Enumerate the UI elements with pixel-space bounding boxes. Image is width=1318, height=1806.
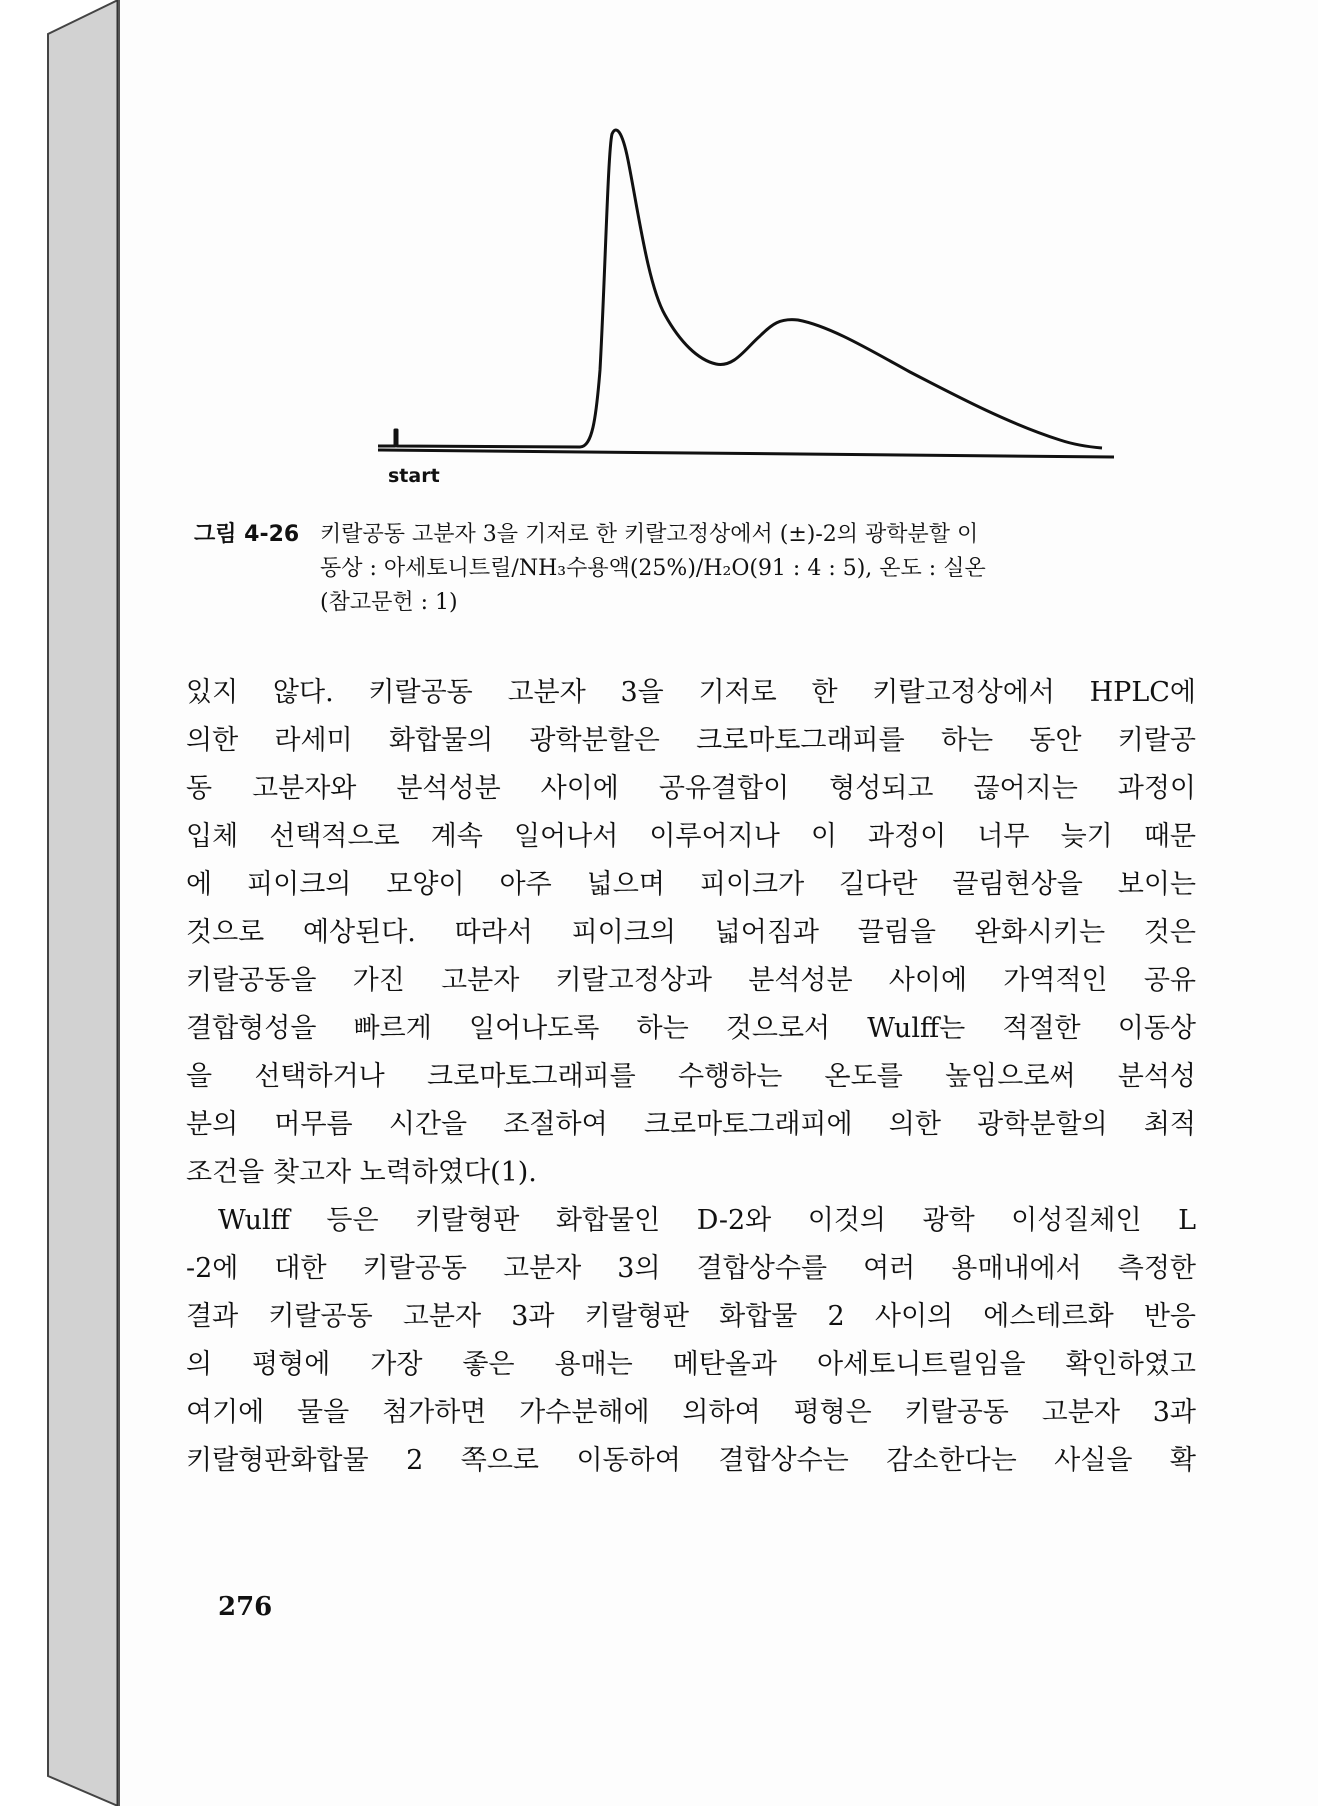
chromatogram-trace xyxy=(378,130,1102,448)
text-line: 결과 키랄공동 고분자 3과 키랄형판 화합물 2 사이의 에스테르화 반응 xyxy=(186,1301,1196,1332)
text-line: 의 평형에 가장 좋은 용매는 메탄올과 아세토니트릴임을 확인하였고 xyxy=(186,1349,1196,1380)
text-line: 동 고분자와 분석성분 사이에 공유결합이 형성되고 끊어지는 과정이 xyxy=(186,773,1196,804)
text-line: 의한 라세미 화합물의 광학분할은 크로마토그래피를 하는 동안 키랄공 xyxy=(186,725,1196,756)
axis-start-label: start xyxy=(388,465,440,487)
chromatogram-baseline xyxy=(378,450,1114,457)
text-line: 여기에 물을 첨가하면 가수분해에 의하여 평형은 키랄공동 고분자 3과 xyxy=(186,1397,1196,1428)
figure-caption-label: 그림 4-26 xyxy=(194,522,300,547)
text-line: 것으로 예상된다. 따라서 피이크의 넓어짐과 끌림을 완화시키는 것은 xyxy=(186,917,1196,948)
chromatogram-figure xyxy=(260,120,1120,500)
text-line: 키랄형판화합물 2 쪽으로 이동하여 결합상수는 감소한다는 사실을 확 xyxy=(186,1445,1196,1476)
text-line: 키랄공동을 가진 고분자 키랄고정상과 분석성분 사이에 가역적인 공유 xyxy=(186,965,1196,996)
figure-caption-line: 동상 : 아세토니트릴/NH₃수용액(25%)/H₂O(91 : 4 : 5), 온도 : 실온 xyxy=(320,556,986,581)
text-line: 있지 않다. 키랄공동 고분자 3을 기저로 한 키랄고정상에서 HPLC에 xyxy=(186,677,1196,708)
text-line: 에 피이크의 모양이 아주 넓으며 피이크가 길다란 끌림현상을 보이는 xyxy=(186,869,1196,900)
page-number: 276 xyxy=(218,1592,273,1622)
text-line: 을 선택하거나 크로마토그래피를 수행하는 온도를 높임으로써 분석성 xyxy=(186,1061,1196,1092)
book-spine-edge xyxy=(0,0,130,1806)
text-line: 분의 머무름 시간을 조절하여 크로마토그래피에 의한 광학분할의 최적 xyxy=(186,1109,1196,1140)
figure-caption-line: 키랄공동 고분자 3을 기저로 한 키랄고정상에서 (±)-2의 광학분할 이 xyxy=(320,522,979,547)
text-line: -2에 대한 키랄공동 고분자 3의 결합상수를 여러 용매내에서 측정한 xyxy=(186,1253,1196,1284)
text-line: 입체 선택적으로 계속 일어나서 이루어지나 이 과정이 너무 늦기 때문 xyxy=(186,821,1196,852)
text-line: 결합형성을 빠르게 일어나도록 하는 것으로서 Wulff는 적절한 이동상 xyxy=(186,1013,1196,1044)
text-line: 조건을 찾고자 노력하였다(1). xyxy=(186,1157,537,1188)
text-line-indented: Wulff 등은 키랄형판 화합물인 D-2와 이것의 광학 이성질체인 L xyxy=(218,1205,1196,1236)
figure-caption-line: (참고문헌 : 1) xyxy=(320,590,458,615)
